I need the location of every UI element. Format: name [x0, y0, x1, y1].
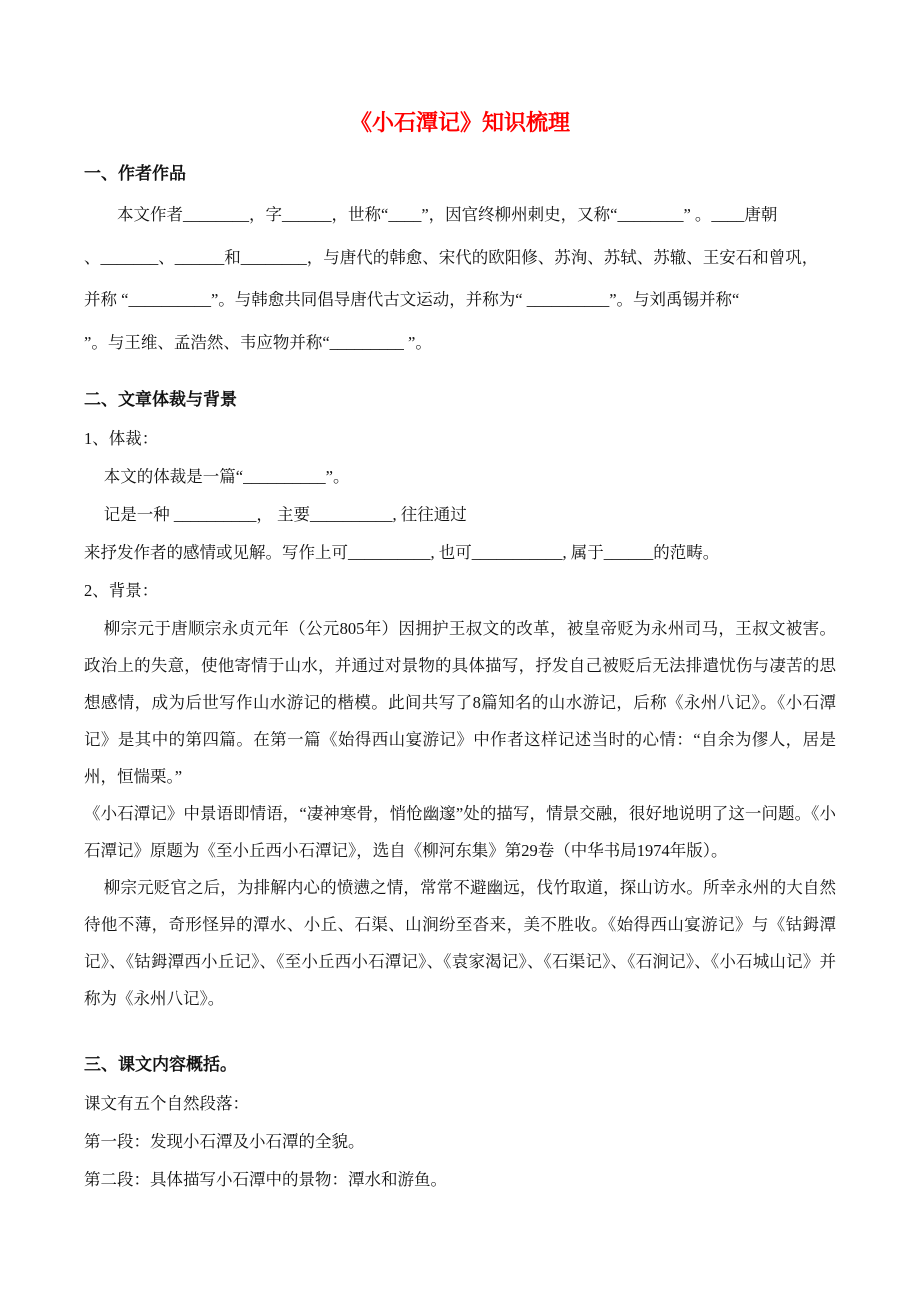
genre-blank-line-3: 来抒发作者的感情或见解。写作上可__________, 也可___________, 属于______的范畴。 [84, 543, 720, 562]
background-paragraph-3: 柳宗元贬官之后，为排解内心的愤懑之情，常常不避幽远，伐竹取道，探山访水。所幸永州的大自然待他不薄，奇形怪异的潭水、小丘、石渠、山涧纷至沓来，美不胜收。《始得西山宴游记》与《钴鉧潭记》、《钴鉧潭西小丘记》、《至小丘西小石潭记》、《袁家渴记》、《石渠记》、《石涧记》、《小石城山记》并称为《永州八记》。 [84, 878, 836, 1008]
summary-intro-line: 课文有五个自然段落： [84, 1094, 249, 1113]
background-paragraph-2: 《小石潭记》中景语即情语，“凄神寒骨，悄怆幽邃”处的描写，情景交融，很好地说明了这一问题。《小石潭记》原题为《至小丘西小石潭记》，选自《柳河东集》第29卷（中华书局1974年版）。 [84, 804, 836, 860]
background-paragraph-1: 柳宗元于唐顺宗永贞元年（公元805年）因拥护王叔文的改革，被皇帝贬为永州司马，王叔文被害。政治上的失意，使他寄情于山水，并通过对景物的具体描写，抒发自己被贬后无法排遣忧伤与凄苦的思想感情，成为后世写作山水游记的楷模。此间共写了8篇知名的山水游记，后称《永州八记》。《小石潭记》是其中的第四篇。在第一篇《始得西山宴游记》中作者这样记述当时的心情：“自余为僇人，居是州，恒惴栗。” [84, 619, 836, 786]
background-label: 2、背景： [84, 581, 159, 600]
section3-heading: 三、课文内容概括。 [84, 1055, 237, 1074]
author-blank-line-1: 本文作者________，字______，世称“____”，因官终柳州刺史，又称“________” 。____唐朝 [117, 205, 778, 224]
section-author-works [84, 154, 836, 364]
summary-paragraph2-line: 第二段：具体描写小石潭中的景物：潭水和游鱼。 [84, 1170, 447, 1189]
genre-blank-line-2: 记是一种 __________， 主要__________, 往往通过 [103, 505, 467, 524]
document-title: 《小石潭记》知识梳理 [349, 110, 570, 135]
section1-heading: 一、作者作品 [84, 164, 186, 183]
author-blank-line-2: 、_______、______和________，与唐代的韩愈、宋代的欧阳修、苏洵、苏轼、苏辙、王安石和曾巩， [84, 247, 819, 267]
summary-paragraph1-line: 第一段：发现小石潭及小石潭的全貌。 [84, 1132, 365, 1151]
section-genre-background [84, 380, 836, 1017]
genre-blank-line-1: 本文的体裁是一篇“__________”。 [103, 467, 350, 486]
author-fill-blank-paragraph [84, 194, 836, 364]
author-blank-line-3: 并称 “__________”。与韩愈共同倡导唐代古文运动，并称为“ __________”。与刘禹锡并称“ [84, 290, 740, 309]
author-blank-line-4: ”。与王维、孟浩然、韦应物并称“_________ ”。 [84, 332, 432, 352]
section2-heading: 二、文章体裁与背景 [84, 390, 237, 409]
section-content-summary [84, 1045, 836, 1199]
genre-label: 1、体裁： [84, 429, 159, 448]
